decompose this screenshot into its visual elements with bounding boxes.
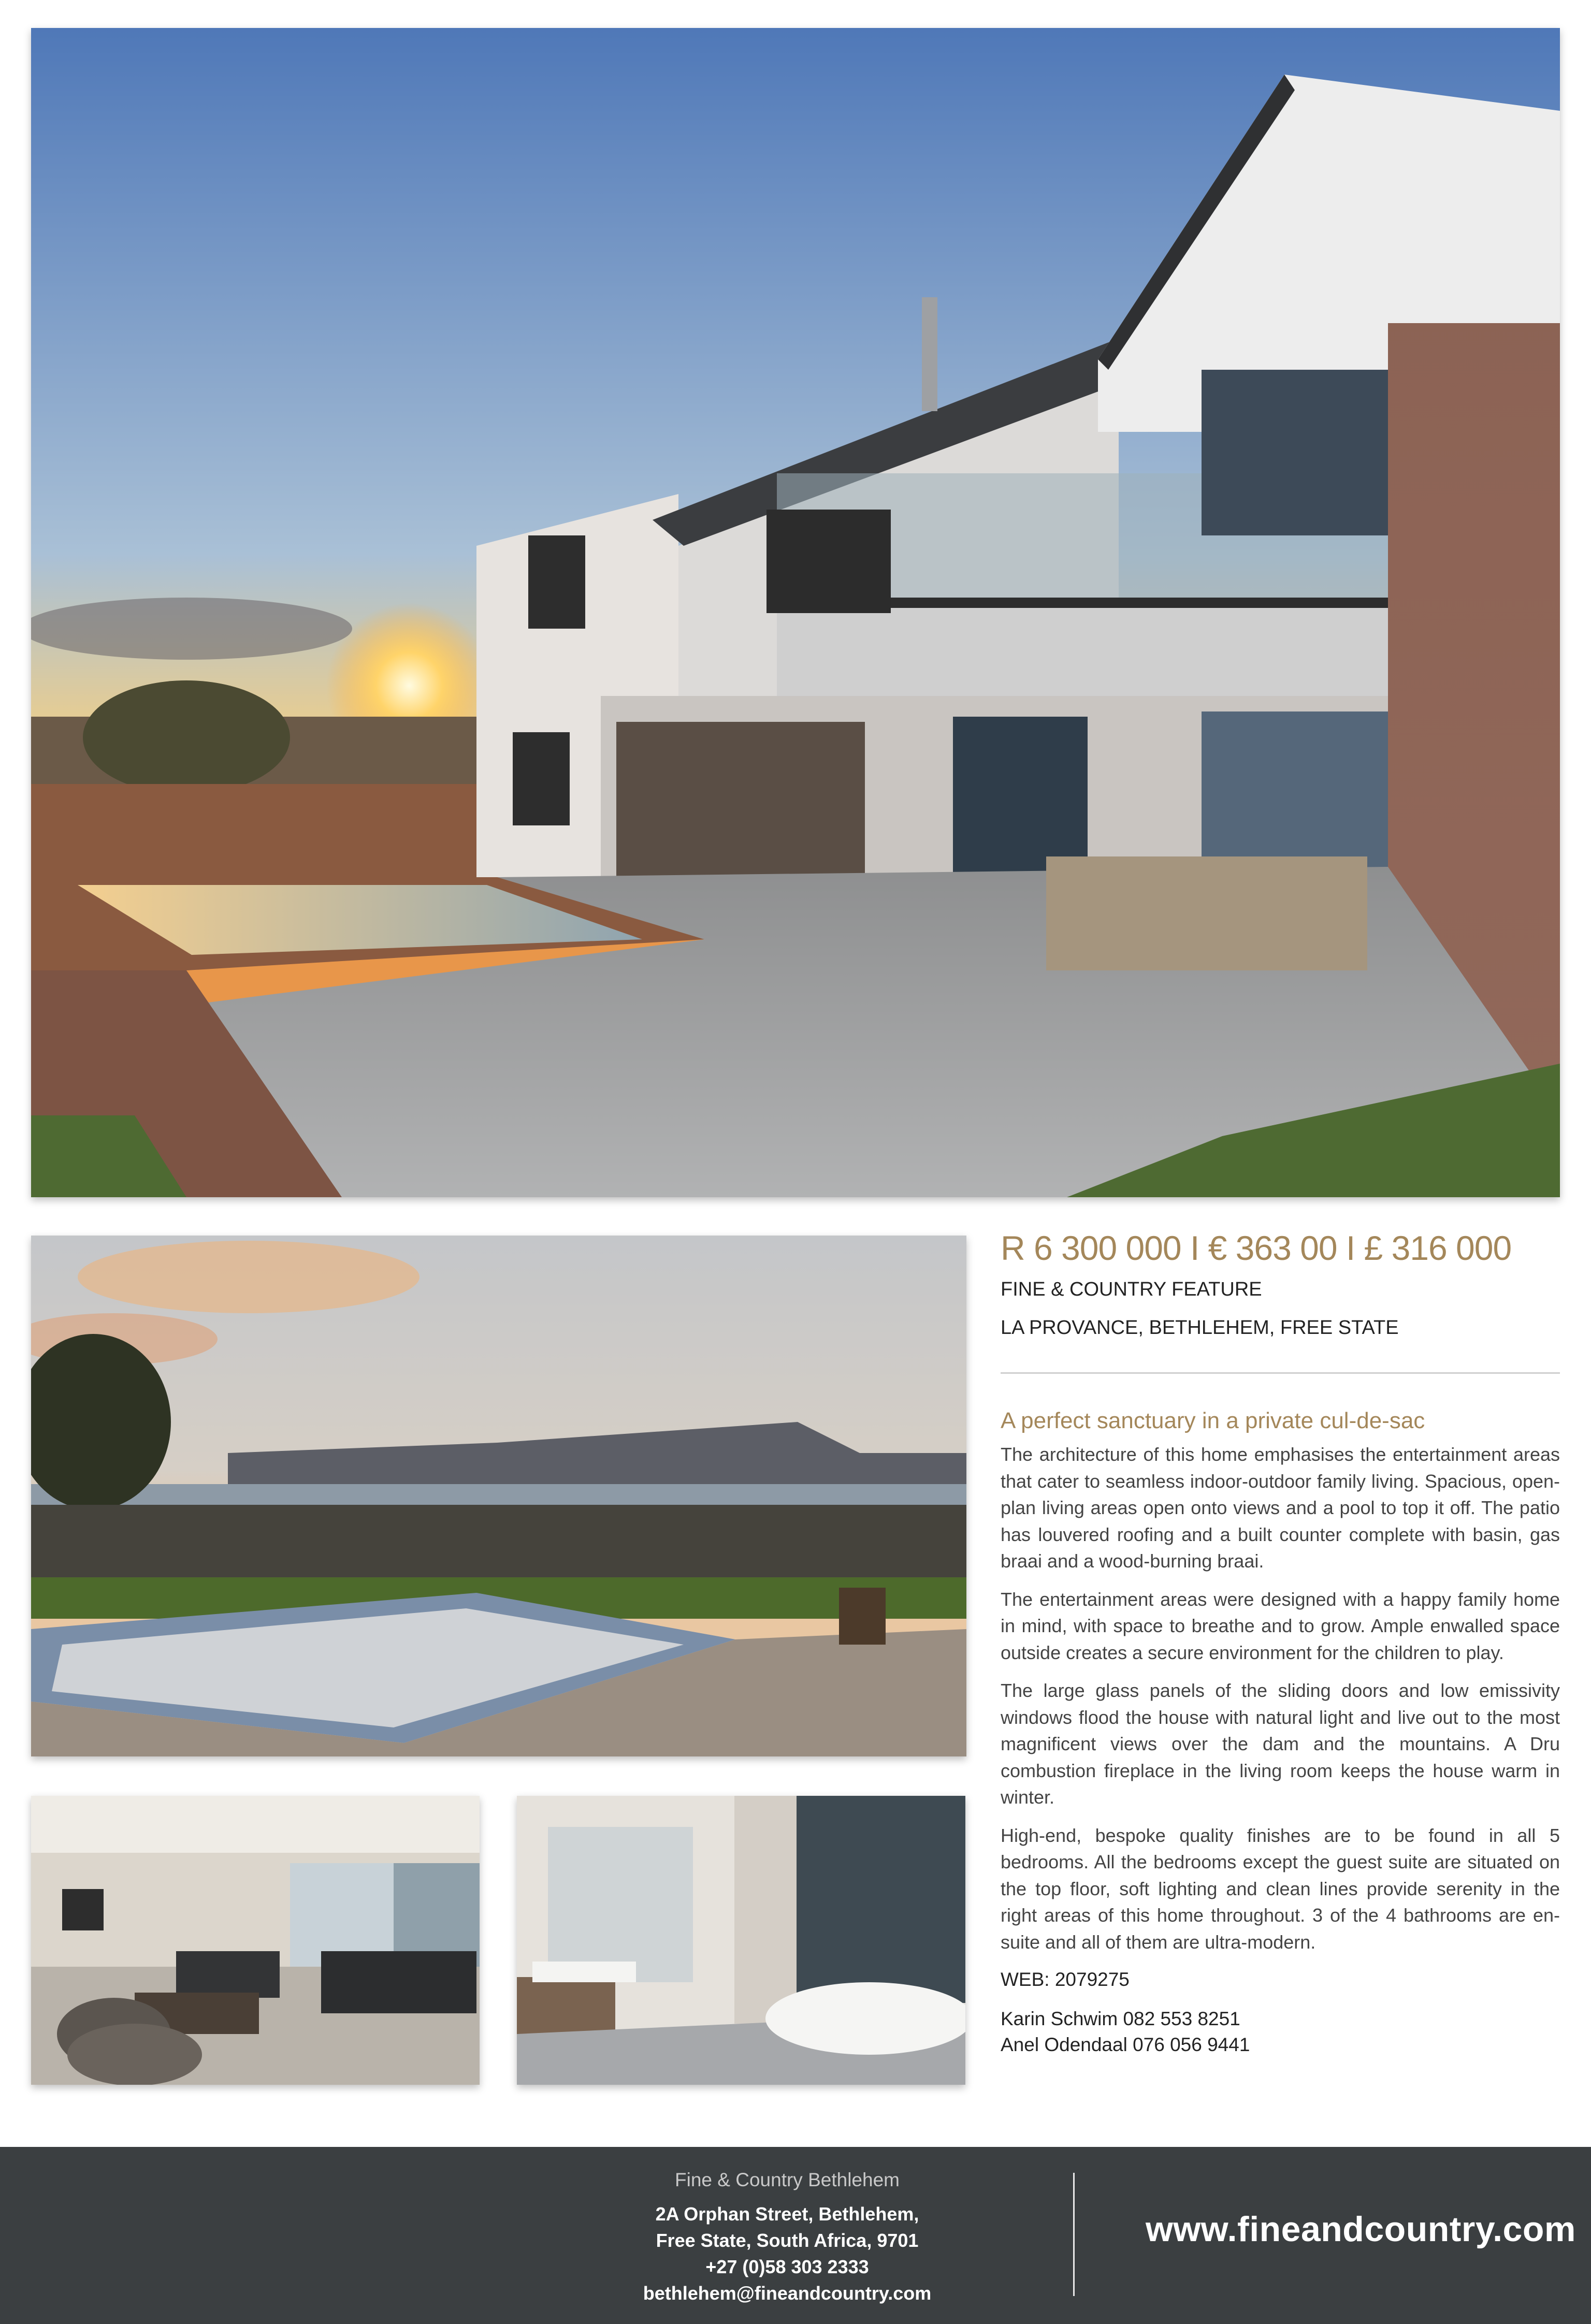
office-email[interactable]: bethlehem@fineandcountry.com <box>643 2283 932 2304</box>
price: R 6 300 000 I € 363 00 I £ 316 000 <box>1001 1229 1512 1267</box>
agent-contact: Karin Schwim 082 553 8251 <box>1001 2008 1240 2029</box>
description-paragraph: The large glass panels of the sliding doors and low emissivity windows flood the house with natural light and live out to the most magnificent views over the dam and the mountains. A Dru combustion fireplace in the living room keeps the house warm in winter. <box>1001 1680 1560 1808</box>
office-address-line: 2A Orphan Street, Bethlehem, <box>655 2203 919 2225</box>
description-paragraph: The entertainment areas were designed with a happy family home in mind, with space to breathe and to grow. Ample enwalled space outside creates a secure environment for the children to play. <box>1001 1588 1560 1663</box>
office-name: Fine & Country Bethlehem <box>675 2169 900 2190</box>
office-phone: +27 (0)58 303 2333 <box>705 2256 869 2277</box>
pool-view-photo <box>31 1236 966 1756</box>
listing-details <box>1001 1227 1560 2058</box>
office-details <box>590 2166 984 2306</box>
description-paragraph: High-end, bespoke quality finishes are to be found in all 5 bedrooms. All the bedrooms except the guest suite are situated on the top floor, soft lighting and clean lines provide serenity in the right areas of this home throughout. 3 of the 4 bathrooms are en-suite and all of them are ultra-modern. <box>1001 1824 1560 1953</box>
footer-divider <box>1073 2173 1075 2296</box>
web-reference: WEB: 2079275 <box>1001 1969 1130 1990</box>
office-address-line: Free State, South Africa, 9701 <box>656 2230 919 2251</box>
hero-house-exterior-photo <box>31 28 1560 1197</box>
divider <box>1001 1372 1560 1374</box>
location: LA PROVANCE, BETHLEHEM, FREE STATE <box>1001 1317 1399 1339</box>
listing-heading: A perfect sanctuary in a private cul-de-sac <box>1001 1408 1425 1433</box>
footer-bar <box>0 2147 1591 2324</box>
description-paragraph: The architecture of this home emphasises the entertainment areas that cater to seamless indoor-outdoor family living. Spacious, open-plan living areas open onto views and a pool to top it off. The patio has louvered roofing and a built counter complete with basin, gas braai and a wood-burning braai. <box>1001 1444 1560 1572</box>
bathroom-photo <box>517 1796 965 2085</box>
feature-label: FINE & COUNTRY FEATURE <box>1001 1279 1262 1300</box>
agent-contact: Anel Odendaal 076 056 9441 <box>1001 2034 1250 2055</box>
living-room-photo <box>31 1796 480 2085</box>
website-link[interactable]: www.fineandcountry.com <box>1146 2210 1576 2249</box>
